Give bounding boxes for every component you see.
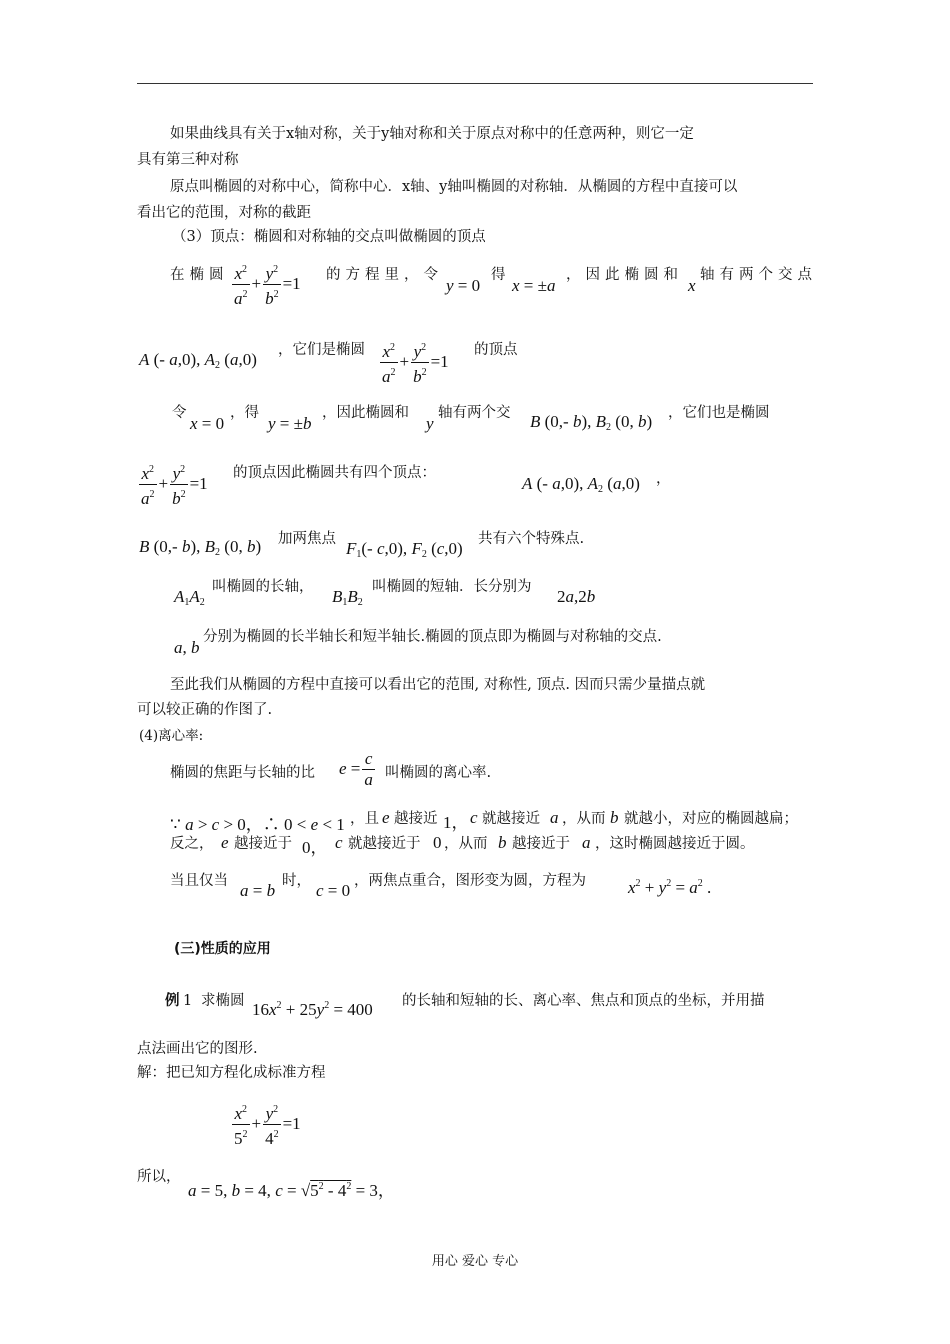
var-b-2: b: [498, 833, 507, 852]
header-rule: [137, 83, 813, 84]
text-sige-dingdian: 的顶点因此椭圆共有四个顶点：: [233, 465, 436, 481]
paragraph-zhici-line2: 可以较正确的作图了.: [137, 702, 273, 718]
segment-A1A2: $A_1A_2$: [174, 587, 205, 608]
eq-values: a = 5, b = 4, $c = √5^2 - 4^2 = 3$，: [188, 1181, 395, 1200]
var-a-2: a: [582, 833, 591, 852]
text-yinci: ，因此椭圆和: [566, 267, 683, 283]
text-dingdian: 的顶点: [474, 342, 518, 358]
text-chonghe: ，两焦点重合，图形变为圆，方程为: [354, 873, 586, 889]
text-example-rest: 的长轴和短轴的长、离心率、焦点和顶点的坐标，并用描: [402, 993, 765, 1009]
paragraph-symmetry-line2: 具有第三种对称: [137, 152, 239, 168]
var-x: x: [688, 276, 696, 295]
var-y: y: [426, 414, 434, 433]
text-zhou-liangge: 轴有两个交点: [700, 267, 817, 283]
text-b-yuexiao: 就越小，对应的椭圆越扁；: [624, 811, 798, 827]
text-jia-jiaodian: 加两焦点: [278, 531, 336, 547]
subsection-vertices: （3）顶点：椭圆和对称轴的交点叫做椭圆的顶点: [172, 229, 486, 245]
eq-points-B: B (0,- b), $B_2$ (0, b): [530, 412, 653, 433]
paragraph-zhici-line1: 至此我们从椭圆的方程中直接可以看出它的范围, 对称性, 顶点. 因而只需少量描点就: [170, 677, 706, 693]
text-zai-tuoyuan: 在椭圆: [170, 267, 229, 283]
var-e-2: e: [221, 833, 229, 852]
paragraph-center-line1: 原点叫椭圆的对称中心，简称中心．x轴、y轴叫椭圆的对称轴．从椭圆的方程中直接可以: [170, 179, 738, 195]
ellipse-equation-2: $\frac{x^2}{a^2}$ + $\frac{y^2}{b^2}$ =1: [378, 338, 449, 387]
eq-points-A-2: A (- a,0), $A_2$ (a,0): [522, 474, 640, 495]
section-application: (三)性质的应用: [174, 941, 271, 957]
eq-2a-2b: 2a,2b: [557, 587, 596, 606]
text-de: 得: [491, 267, 506, 283]
text-conger: ，从而: [562, 811, 606, 827]
text-de2: ，得: [230, 405, 259, 421]
text-comma: ，: [656, 471, 671, 487]
segment-B1B2: $B_1B_2$: [332, 587, 363, 608]
val-zero: 0，: [302, 838, 328, 857]
eq-x-zero: x = 0: [190, 414, 225, 433]
text-dangqie: 当且仅当: [170, 873, 228, 889]
eq-c-zero: c = 0: [316, 881, 351, 900]
paragraph-symmetry-line1: 如果曲线具有关于x轴对称，关于y轴对称和关于原点对称中的任意两种，则它一定: [170, 126, 694, 142]
eq-points-A: A (- a,0), $A_2$ (a,0): [139, 350, 257, 371]
eq-x-pm-a: x = ±a: [512, 276, 556, 295]
eq-a-eq-b: a = b: [240, 881, 276, 900]
text-qie: ，且: [350, 811, 379, 827]
text-ling: 令: [172, 405, 187, 421]
eq-y-zero: y = 0: [446, 276, 481, 295]
eq-circle: $x^2 + y^2 = a^2$ .: [628, 878, 712, 897]
eq-example: $16x^2 + 25y^2 = 400$: [252, 1000, 373, 1019]
text-liuge: 共有六个特殊点.: [478, 531, 585, 547]
text-conger2: ，从而: [444, 836, 488, 852]
text-qiu-tuoyuan: 求椭圆: [201, 993, 245, 1009]
text-c-yuejiejin: 就越接近: [482, 811, 540, 827]
paragraph-center-line2: 看出它的范围，对称的截距: [137, 205, 311, 221]
text-solution: 解：把已知方程化成标准方程: [137, 1065, 326, 1081]
text-suoyi: 所以，: [137, 1169, 181, 1185]
text-yinci2: ，因此椭圆和: [322, 405, 409, 421]
eq-points-B-2: B (0,- b), $B_2$ (0, b): [139, 537, 262, 558]
text-jiaoju: 椭圆的焦距与长轴的比: [170, 765, 315, 781]
subsection-eccentricity: (4)离心率:: [139, 728, 204, 744]
text-fenbie: 分别为椭圆的长半轴长和短半轴长.椭圆的顶点即为椭圆与对称轴的交点.: [203, 629, 662, 645]
text-zhou-liangge-b: 轴有两个交: [438, 405, 511, 421]
text-fanzhi: 反之，: [170, 836, 214, 852]
text-tamenye: ，它们也是椭圆: [668, 405, 770, 421]
text-example-line2: 点法画出它的图形.: [137, 1041, 258, 1057]
ellipse-equation-3: $\frac{x^2}{a^2}$ + $\frac{y^2}{b^2}$ =1: [137, 460, 208, 509]
text-changzhou: 叫椭圆的长轴，: [212, 579, 314, 595]
text-jiejinyu: 越接近于: [234, 836, 292, 852]
text-shi: 时，: [282, 873, 311, 889]
text-zheshi: ，这时椭圆越接近于圆。: [595, 836, 755, 852]
eq-inequality: ∵ a > c > 0，∴ 0 < e < 1: [170, 815, 345, 834]
example-label: 例: [165, 992, 180, 1009]
eq-y-pm-b: y = ±b: [268, 414, 312, 433]
page-footer: 用心 爱心 专心: [431, 1254, 519, 1269]
var-c-2: c: [335, 833, 343, 852]
text-lixinlv: 叫椭圆的离心率.: [385, 765, 492, 781]
text-jiejinyu2: 就越接近于: [348, 836, 421, 852]
example-number: 1: [183, 993, 193, 1009]
eq-eccentricity: e = $\frac{c}{a}$: [339, 749, 373, 789]
var-c: c: [470, 808, 478, 827]
val-one: 1，: [443, 813, 469, 832]
eq-foci: $F_1(-$ c,0), $F_2$ (c,0): [346, 539, 463, 560]
text-jiejinyu3: 越接近于: [512, 836, 570, 852]
text-duanzhou: 叫椭圆的短轴．长分别为: [372, 579, 532, 595]
text-yuejiejin: 越接近: [394, 811, 438, 827]
text-tamen: ，它们是椭圆: [278, 342, 365, 358]
var-a-b: a, b: [174, 638, 200, 657]
ellipse-equation: $\frac{x^2}{a^2}$ + $\frac{y^2}{b^2}$ =1: [230, 260, 301, 309]
val-zero-2: 0: [433, 833, 442, 852]
var-e: e: [382, 808, 390, 827]
eq-standard-form: $\frac{x^2}{5^2}$ + $\frac{y^2}{4^2}$ =1: [230, 1100, 301, 1149]
var-b: b: [610, 808, 619, 827]
text-fangcheng-ling: 的方程里，令: [326, 267, 443, 283]
var-a: a: [550, 808, 559, 827]
